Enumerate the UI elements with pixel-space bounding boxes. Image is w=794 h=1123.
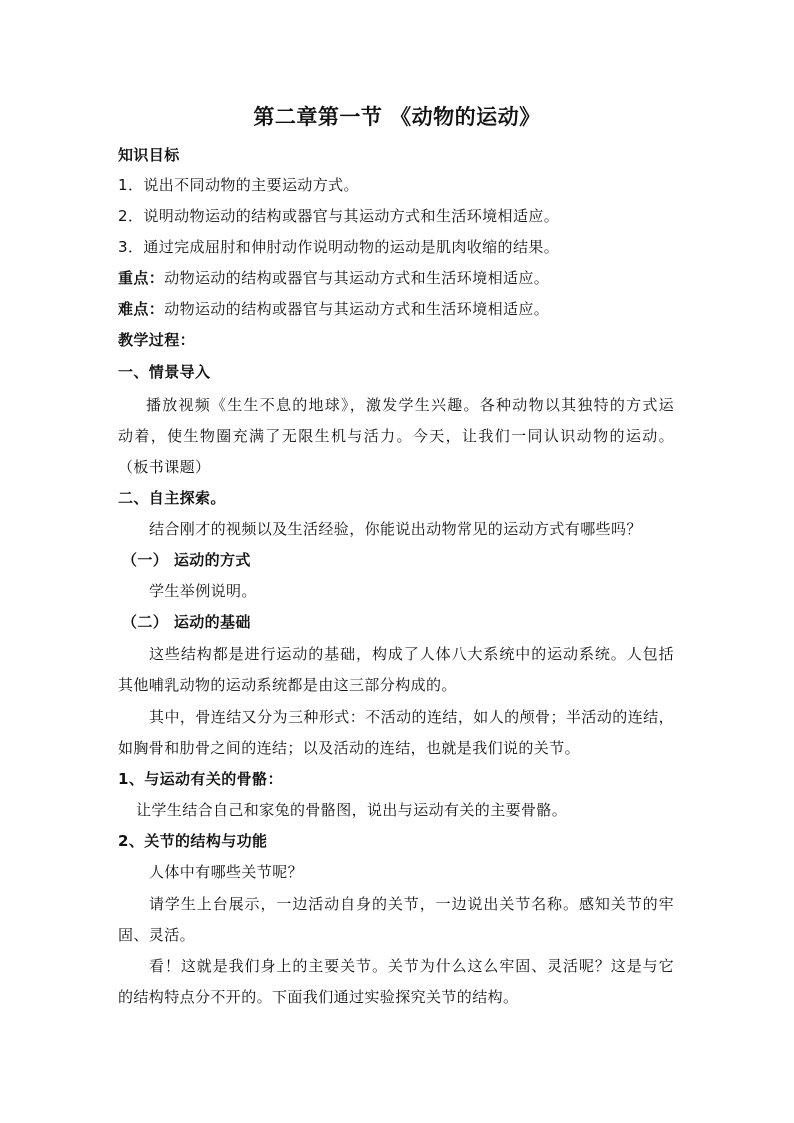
difficulty	[118, 299, 549, 319]
key-point-text: 动物运动的结构或器官与其运动方式和生活环境相适应。	[164, 269, 550, 287]
subsection2-line-4: 如胸骨和肋骨之间的连结；以及活动的连结，也就是我们说的关节。	[118, 739, 581, 757]
difficulty-text: 动物运动的结构或器官与其运动方式和生活环境相适应。	[164, 300, 550, 318]
part2-heading: 2、关节的结构与功能	[118, 832, 268, 850]
process-heading: 教学过程：	[118, 331, 196, 349]
key-point-label: 重点：	[118, 269, 165, 287]
page-title: 第二章第一节 《动物的运动》	[253, 104, 541, 129]
key-point	[118, 268, 549, 288]
part2-line-5: 的结构特点分不开的。下面我们通过实验探究关节的结构。	[118, 988, 519, 1006]
objective-item-2: 2．说明动物运动的结构或器官与其运动方式和生活环境相适应。	[118, 207, 560, 225]
subsection1-heading: （一） 运动的方式	[122, 551, 251, 569]
subsection1-text: 学生举例说明。	[149, 582, 257, 600]
difficulty-label: 难点：	[118, 300, 165, 318]
part1-heading: 1、与运动有关的骨骼：	[118, 770, 283, 788]
subsection2-line-2: 其他哺乳动物的运动系统都是由这三部分构成的。	[118, 676, 457, 694]
subsection2-line-1: 这些结构都是进行运动的基础，构成了人体八大系统中的运动系统。人包括	[149, 645, 674, 663]
section1-heading: 一、情景导入	[118, 363, 211, 381]
part2-line-3: 固、灵活。	[118, 926, 196, 944]
section2-heading: 二、自主探索。	[118, 489, 226, 507]
objective-item-3: 3．通过完成屈肘和伸肘动作说明动物的运动是肌肉收缩的结果。	[118, 238, 560, 256]
part2-line-4: 看！这就是我们身上的主要关节。关节为什么这么牢固、灵活呢？这是与它	[149, 957, 674, 975]
objective-item-1: 1．说出不同动物的主要运动方式。	[118, 176, 359, 194]
part2-line-1: 人体中有哪些关节呢？	[149, 863, 304, 881]
objectives-heading: 知识目标	[118, 146, 180, 164]
section2-intro: 结合刚才的视频以及生活经验，你能说出动物常见的运动方式有哪些吗？	[149, 520, 642, 538]
subsection2-line-3: 其中，骨连结又分为三种形式：不活动的连结，如人的颅骨；半活动的连结，	[149, 708, 674, 726]
section1-line-3: （板书课题）	[118, 458, 211, 476]
section1-line-2: 动着，使生物圈充满了无限生机与活力。今天，让我们一同认识动物的运动。	[118, 427, 674, 445]
part1-text: 让学生结合自己和家兔的骨骼图，说出与运动有关的主要骨骼。	[136, 801, 568, 819]
subsection2-heading: （二） 运动的基础	[122, 613, 251, 631]
part2-line-2: 请学生上台展示，一边活动自身的关节，一边说出关节名称。感知关节的牢	[149, 895, 674, 913]
section1-line-1: 播放视频《生生不息的地球》，激发学生兴趣。各种动物以其独特的方式运	[146, 396, 674, 414]
